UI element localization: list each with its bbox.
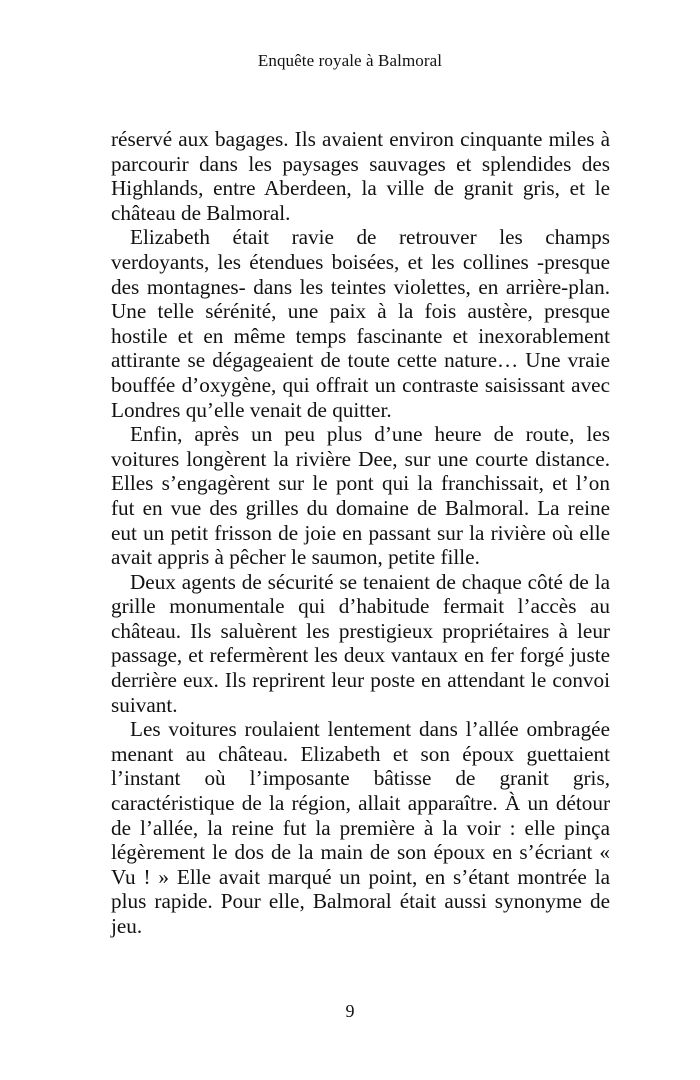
running-head-title: Enquête royale à Balmoral xyxy=(257,51,443,70)
paragraph-river-dee: Enfin, après un peu plus d’une heure de route, les voitures longèrent la rivière Dee, sur une courte distance. Elles s’engagèrent sur le pont qui la franchissait, et l’on fut en vue des grilles du domaine de Balmoral. La reine eut un petit frisson de joie en passant sur la rivière où elle avait appris à pêcher le saumon, petite fille. xyxy=(111,422,610,570)
paragraph-continued: réservé aux bagages. Ils avaient environ cinquante miles à parcourir dans les paysages sauvages et splendides des Highlands, entre Aberdeen, la ville de granit gris, et le château de Balmoral. xyxy=(111,127,610,225)
paragraph-security-agents: Deux agents de sécurité se tenaient de chaque côté de la grille monumentale qui d’habitude fermait l’accès au château. Ils saluèrent les prestigieux propriétaires à leur passage, et refermèrent les deux vantaux en fer forgé juste derrière eux. Ils reprirent leur poste en attendant le convoi suivant. xyxy=(111,569,610,717)
paragraph-elizabeth-countryside: Elizabeth était ravie de retrouver les champs verdoyants, les étendues boisées, et les collines -presque des montagnes- dans les teintes violettes, en arrière-plan. Une telle sérénité, une paix à la fois austère, presque hostile et en même temps fascinante et inexorablement attirante se dégageaient de toute cette nature… Une vraie bouffée d’oxygène, qui offrait un contraste saisissant avec Londres qu’elle venait de quitter. xyxy=(111,225,610,422)
paragraph-shaded-driveway: Les voitures roulaient lentement dans l’allée ombragée menant au château. Elizabeth et son époux guettaient l’instant où l’imposante bâtisse de granit gris, caractéristique de la région, allait apparaître. À un détour de l’allée, la reine fut la première à la voir : elle pinça légèrement le dos de la main de son époux en s’écriant « Vu ! » Elle avait marqué un point, en s’étant montrée la plus rapide. Pour elle, Balmoral était aussi synonyme de jeu. xyxy=(111,717,610,938)
body-text xyxy=(111,127,610,939)
page-number: 9 xyxy=(345,1001,355,1021)
